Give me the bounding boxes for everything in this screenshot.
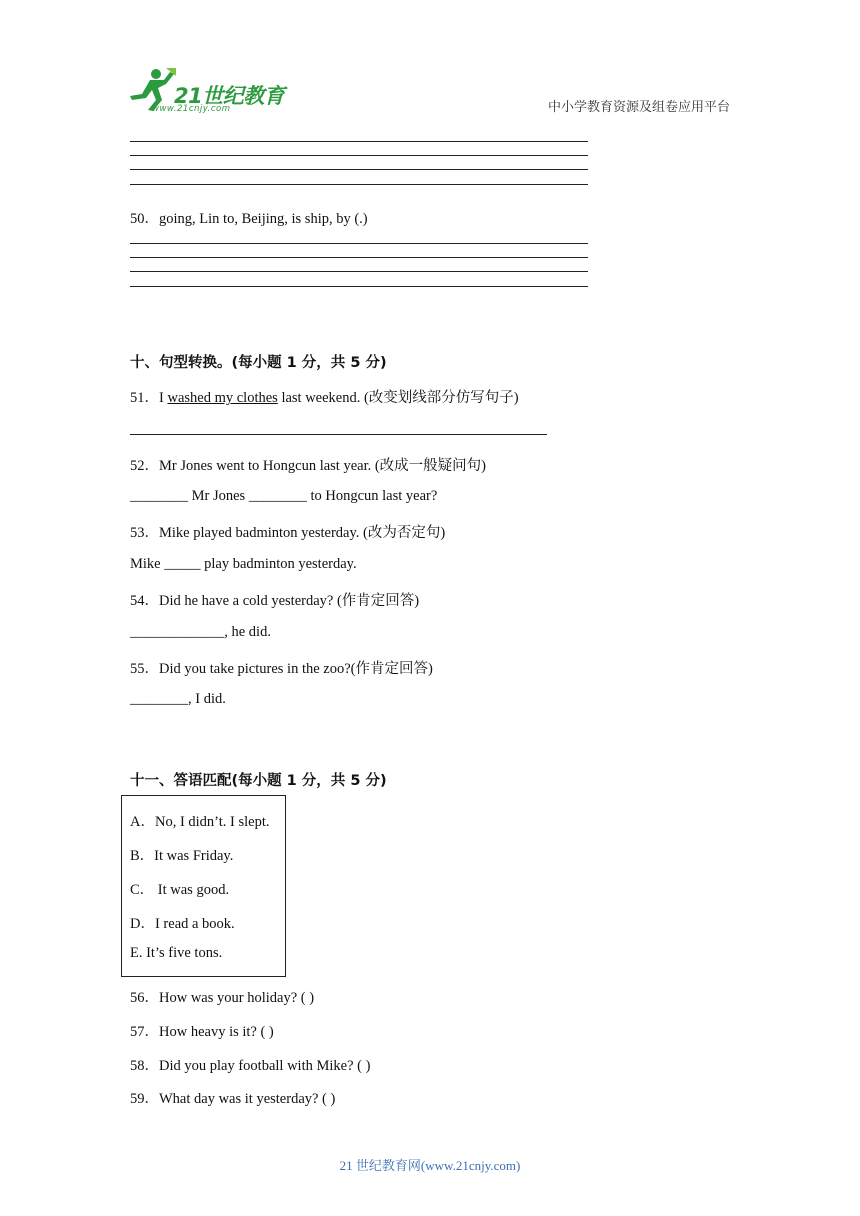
question-51 [130,386,519,407]
question-51-suffix: last weekend. (改变划线部分仿写句子) [277,390,519,406]
answer-line [130,257,588,258]
answer-line [130,271,588,272]
answer-line [130,155,588,156]
answer-line [130,286,588,287]
option-d: D．I read a book. [130,916,235,932]
answer-line [130,184,588,185]
logo-text: 21世纪教育 [174,84,285,108]
footer: 21 世纪教育网(www.21cnjy.com) [339,1158,521,1173]
question-50: 50．going, Lin to, Beijing, is ship, by (.) [130,211,368,227]
answer-53: Mike _____ play badminton yesterday. [130,556,357,572]
question-53: 53．Mike played badminton yesterday. (改为否定句) [130,525,446,541]
logo-url: www.21cnjy.com [152,104,231,114]
answer-line [130,169,588,170]
option-a: A．No, I didn’t. I slept. [130,814,270,830]
question-52: 52．Mr Jones went to Hongcun last year. (改成一般疑问句) [130,458,487,474]
header-platform-name: 中小学教育资源及组卷应用平台 [547,100,730,115]
question-51-underlined: washed my clothes [167,390,278,406]
answer-line [130,243,588,244]
section-11-title: 十一、答语匹配(每小题 1 分，共 5 分) [130,773,387,789]
question-55: 55．Did you take pictures in the zoo?(作肯定回答) [130,661,433,677]
logo [122,66,292,118]
question-59: 59．What day was it yesterday? ( ) [130,1091,336,1107]
question-51-prefix: 51．I [130,390,168,406]
answer-line [130,141,588,142]
answer-54: _____________, he did. [130,624,271,640]
answer-line [130,434,547,435]
question-56: 56．How was your holiday? ( ) [130,990,315,1006]
section-10-title: 十、句型转换。(每小题 1 分，共 5 分) [130,355,387,371]
question-54: 54．Did he have a cold yesterday? (作肯定回答) [130,593,420,609]
answer-55: ________, I did. [130,691,226,707]
answer-52: ________ Mr Jones ________ to Hongcun last year? [130,488,438,504]
option-c: C． It was good. [130,882,230,898]
question-57: 57．How heavy is it? ( ) [130,1024,274,1040]
option-e: E. It’s five tons. [130,945,223,961]
option-b: B．It was Friday. [130,848,234,864]
question-58: 58．Did you play football with Mike? ( ) [130,1058,371,1074]
